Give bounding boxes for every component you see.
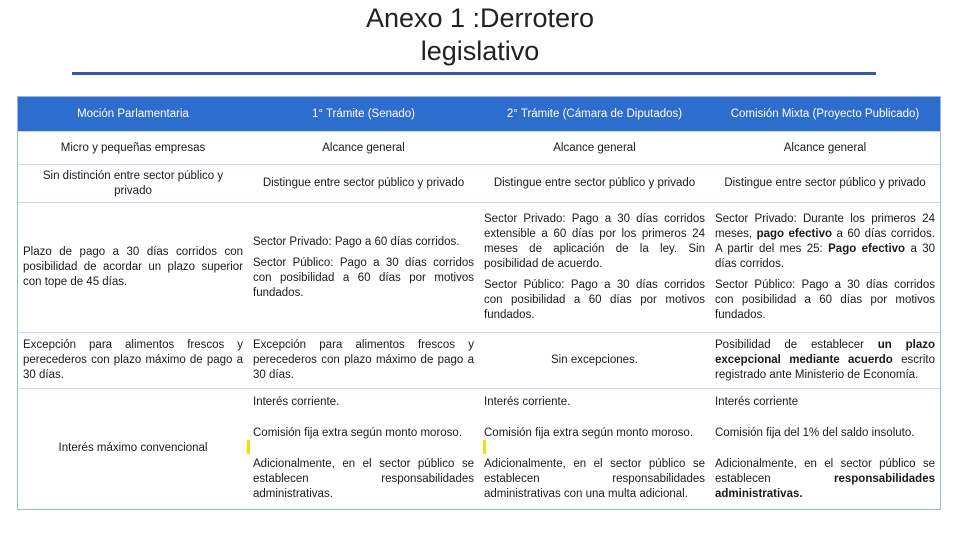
legislative-comparison-table bbox=[18, 97, 940, 509]
table-cell: Sin distinción entre sector público y privado bbox=[18, 165, 248, 203]
sector-privado-paragraph bbox=[253, 235, 474, 250]
cell-text: escrito registrado ante Ministerio de Economía. bbox=[715, 354, 935, 381]
table-cell: Plazo de pago a 30 días corridos con posibilidad de acordar un plazo superior con tope de 45 días. bbox=[18, 203, 248, 333]
table-cell: Interés máximo convencional bbox=[18, 389, 248, 509]
table-cell: Excepción para alimentos frescos y perecederos con plazo máximo de pago a 30 días. bbox=[248, 333, 479, 389]
table-header-row bbox=[18, 97, 940, 132]
table-cell: Alcance general bbox=[710, 132, 940, 165]
emphasis-text: un plazo excepcional mediante acuerdo bbox=[715, 339, 935, 366]
header-primer-tramite: 1° Trámite (Senado) bbox=[248, 97, 479, 132]
table-cell: Distingue entre sector público y privado bbox=[479, 165, 710, 203]
sector-publico-paragraph bbox=[484, 278, 705, 323]
sector-text: Pago a 30 días corridos extensible a 60 días por los primeros 24 meses de aplicación de la ley. Sin posibilidad de acuerdo. bbox=[484, 213, 705, 270]
sector-publico-paragraph bbox=[715, 278, 935, 323]
header-mocion: Moción Parlamentaria bbox=[18, 97, 248, 132]
sector-text: Pago a 30 días corridos con posibilidad a 60 días por motivos fundados. bbox=[484, 279, 705, 321]
table-row bbox=[18, 165, 940, 203]
cell-line: Adicionalmente, en el sector público se establecen responsabilidades administrativas. bbox=[253, 458, 474, 501]
cell-line: Interés corriente. bbox=[484, 396, 571, 409]
header-segundo-tramite: 2° Trámite (Cámara de Diputados) bbox=[479, 97, 710, 132]
sector-publico-paragraph bbox=[253, 256, 474, 301]
table-cell bbox=[248, 203, 479, 333]
emphasis-text: responsabilidades administrativas. bbox=[715, 473, 935, 501]
table-cell: Alcance general bbox=[479, 132, 710, 165]
table-cell bbox=[479, 203, 710, 333]
sector-text: Pago a 30 días corridos con posibilidad a 60 días por motivos fundados. bbox=[715, 279, 935, 321]
cell-text: Adicionalmente, en el sector público se establecen bbox=[715, 458, 935, 486]
table-cell: Micro y pequeñas empresas bbox=[18, 132, 248, 165]
table-cell bbox=[479, 389, 710, 509]
highlight-mark bbox=[247, 440, 250, 454]
sector-text: a 60 días corridos. A partir del mes 25: bbox=[715, 228, 935, 255]
emphasis-text: Pago efectivo bbox=[828, 243, 906, 255]
sector-label: Sector Público: bbox=[253, 256, 334, 269]
cell-line: Interés corriente bbox=[715, 396, 799, 409]
table-cell: Distingue entre sector público y privado bbox=[248, 165, 479, 203]
table-cell bbox=[710, 203, 940, 333]
table-cell: Alcance general bbox=[248, 132, 479, 165]
cell-line: Comisión fija del 1% del saldo insoluto. bbox=[715, 427, 915, 440]
sector-privado-paragraph bbox=[484, 212, 705, 272]
header-comision-mixta: Comisión Mixta (Proyecto Publicado) bbox=[710, 97, 940, 132]
sector-label: Sector Privado bbox=[253, 235, 329, 248]
title-line-2: legislativo bbox=[420, 36, 540, 66]
table-row bbox=[18, 203, 940, 333]
page-title bbox=[0, 2, 960, 68]
table-cell: Distingue entre sector público y privado bbox=[710, 165, 940, 203]
cell-line bbox=[715, 457, 935, 502]
cell-line: Adicionalmente, en el sector público se establecen responsabilidades administrativas con una multa adicional. bbox=[484, 458, 705, 501]
table-cell: Sin excepciones. bbox=[479, 333, 710, 389]
sector-text: Durante los primeros 24 meses, bbox=[715, 213, 935, 240]
cell-text: Posibilidad de establecer bbox=[715, 339, 878, 351]
sector-label: Sector Público: bbox=[484, 279, 565, 291]
table-cell bbox=[248, 389, 479, 509]
table-row bbox=[18, 333, 940, 389]
cell-line: Interés corriente. bbox=[253, 396, 340, 409]
title-underline bbox=[72, 72, 876, 75]
sector-privado-paragraph bbox=[715, 212, 935, 272]
cell-line: Comisión fija extra según monto moroso. bbox=[484, 427, 694, 440]
sector-label: Sector Privado: bbox=[715, 213, 797, 225]
table-cell bbox=[710, 333, 940, 389]
sector-label: Sector Privado: bbox=[484, 213, 566, 225]
title-line-1: Anexo 1 :Derrotero bbox=[365, 3, 595, 33]
sector-text: a 30 días corridos. bbox=[715, 243, 935, 270]
highlight-mark bbox=[483, 440, 486, 454]
table-row bbox=[18, 389, 940, 509]
sector-text: : Pago a 60 días corridos. bbox=[328, 235, 460, 248]
table-cell: Excepción para alimentos frescos y perecederos con plazo máximo de pago a 30 días. bbox=[18, 333, 248, 389]
table-cell bbox=[710, 389, 940, 509]
sector-label: Sector Público: bbox=[715, 279, 796, 291]
table-row bbox=[18, 132, 940, 165]
sector-text: Pago a 30 días corridos con posibilidad a 60 días por motivos fundados. bbox=[253, 256, 474, 299]
cell-line: Comisión fija extra según monto moroso. bbox=[253, 427, 463, 440]
emphasis-text: pago efectivo bbox=[756, 228, 832, 240]
